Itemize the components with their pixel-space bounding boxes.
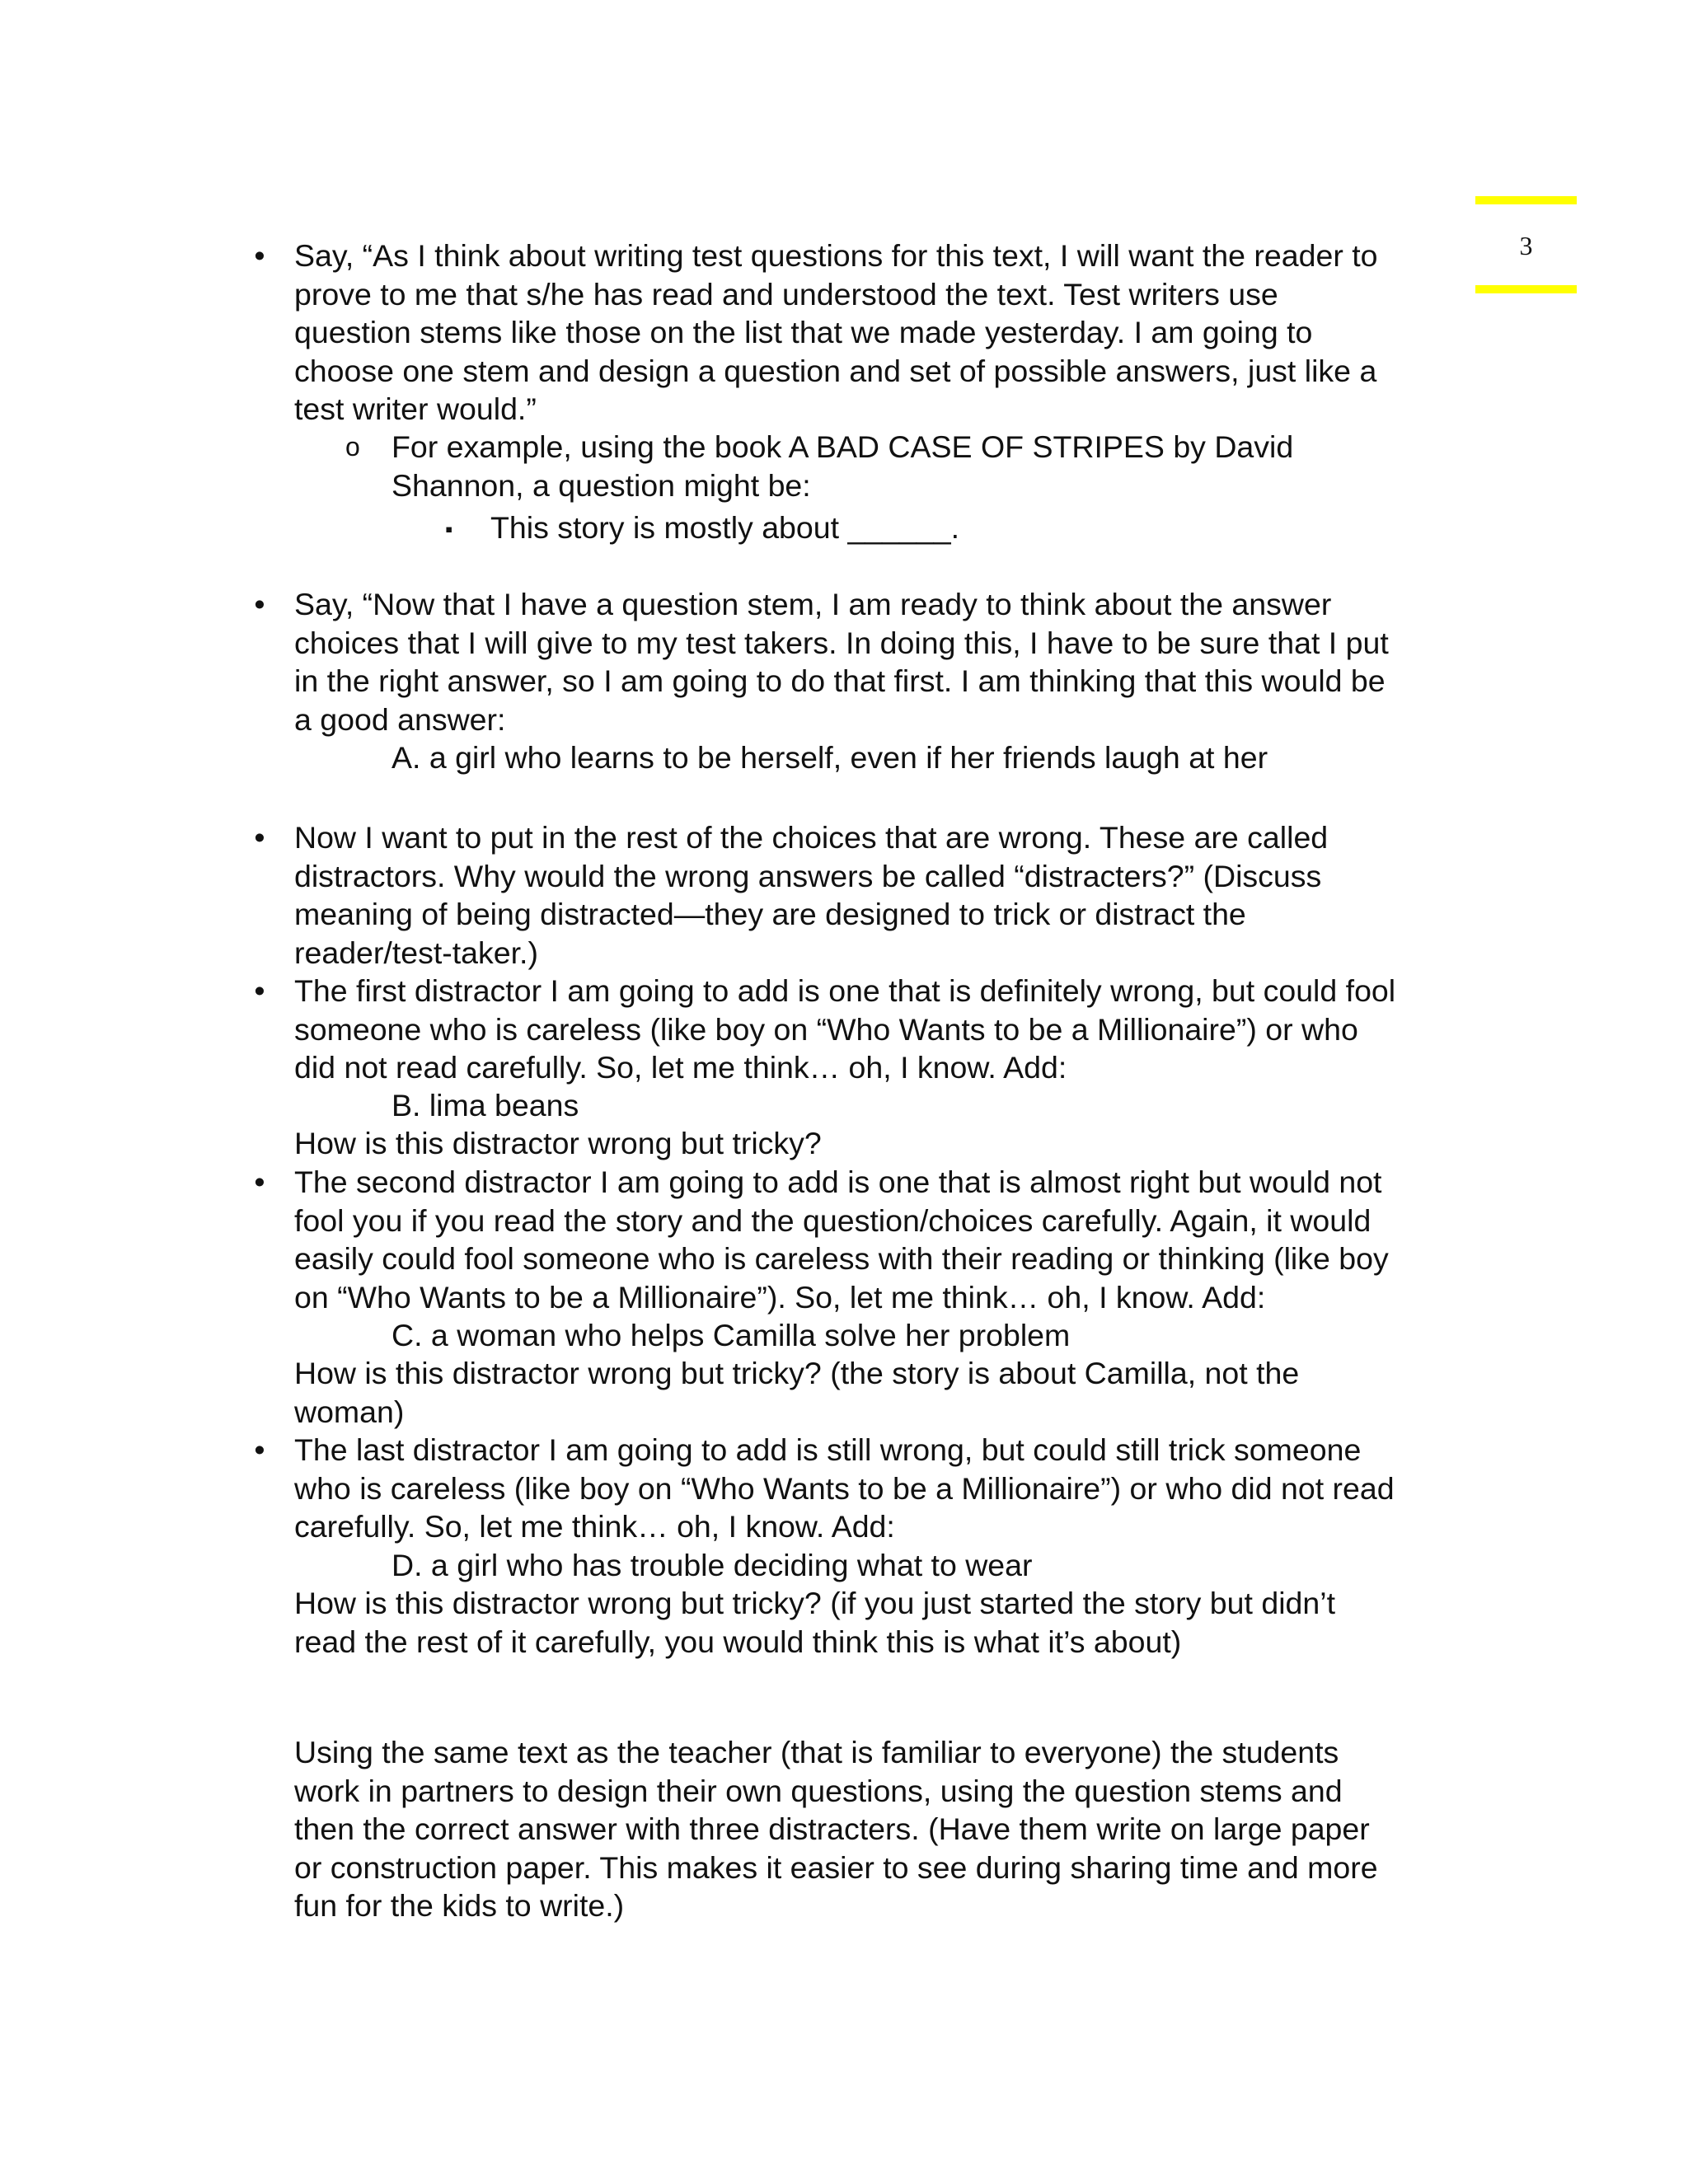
text-line: The second distractor I am going to add is one that is almost right but would not — [294, 1165, 1382, 1199]
bullet-item-4-followup — [294, 1124, 1481, 1163]
text-line: Now I want to put in the rest of the choices that are wrong. These are called — [294, 820, 1329, 855]
bullet-item-2 — [254, 585, 1481, 738]
text-line: or construction paper. This makes it easier to see during sharing time and more — [294, 1849, 1378, 1885]
text-line: choose one stem and design a question and set of possible answers, just like a — [294, 353, 1377, 388]
text-line: How is this distractor wrong but tricky? — [294, 1126, 822, 1160]
page-number-box — [1475, 196, 1577, 292]
page-number: 3 — [1519, 231, 1533, 260]
bullet-item-6-followup — [294, 1584, 1481, 1661]
answer-choice-a: A. a girl who learns to be herself, even if her friends laugh at her — [392, 740, 1268, 775]
answer-choice-d: D. a girl who has trouble deciding what to wear — [392, 1548, 1033, 1582]
bullet-item-1 — [254, 237, 1481, 429]
bullet-item-5-followup — [294, 1354, 1481, 1431]
text-line: then the correct answer with three distracters. (Have them write on large paper — [294, 1811, 1370, 1846]
bullet-marker: • — [254, 1432, 265, 1467]
text-line: a good answer: — [294, 701, 506, 737]
text-line: Say, “As I think about writing test questions for this text, I will want the reader to — [294, 238, 1378, 273]
sub-bullet-marker: o — [345, 432, 360, 462]
text-line: Using the same text as the teacher (that is familiar to everyone) the students — [294, 1735, 1339, 1769]
question-stem-text: This story is mostly about ______. — [490, 510, 960, 545]
bullet-item-5 — [254, 1163, 1481, 1316]
text-line: meaning of being distracted—they are designed to trick or distract the — [294, 897, 1246, 931]
text-line: For example, using the book A BAD CASE OF STRIPES by David — [392, 429, 1294, 464]
bullet-marker: • — [254, 1165, 265, 1199]
text-line: easily could fool someone who is careless with their reading or thinking (like boy — [294, 1241, 1389, 1276]
text-line: on “Who Wants to be a Millionaire”). So, let me think… oh, I know. Add: — [294, 1279, 1266, 1315]
text-line: Say, “Now that I have a question stem, I am ready to think about the answer — [294, 587, 1332, 621]
text-line: someone who is careless (like boy on “Who Wants to be a Millionaire”) or who — [294, 1011, 1358, 1047]
text-line: How is this distractor wrong but tricky? (the story is about Camilla, not the — [294, 1356, 1300, 1390]
closing-paragraph — [294, 1733, 1481, 1925]
bullet-marker: • — [254, 820, 265, 855]
highlight-bar-top — [1475, 196, 1577, 204]
text-line: question stems like those on the list that we made yesterday. I am going to — [294, 315, 1313, 349]
bullet-item-3 — [254, 818, 1481, 972]
text-line: How is this distractor wrong but tricky? (if you just started the story but didn’t — [294, 1586, 1336, 1620]
text-line: in the right answer, so I am going to do that first. I am thinking that this would be — [294, 663, 1386, 698]
text-line: did not read carefully. So, let me think… oh, I know. Add: — [294, 1050, 1067, 1085]
bullet-item-6 — [254, 1431, 1481, 1546]
highlight-bar-bottom — [1475, 285, 1577, 293]
text-line: read the rest of it carefully, you would think this is what it’s about) — [294, 1624, 1182, 1659]
text-line: reader/test-taker.) — [294, 935, 538, 970]
sub-sub-item-question — [445, 509, 960, 547]
sub-item-example — [345, 428, 1463, 504]
bullet-marker: • — [254, 238, 265, 273]
bullet-marker: • — [254, 973, 265, 1008]
text-line: Shannon, a question might be: — [392, 467, 811, 503]
text-line: who is careless (like boy on “Who Wants to be a Millionaire”) or who did not read — [294, 1470, 1395, 1506]
text-line: woman) — [294, 1394, 405, 1429]
answer-choice-b: B. lima beans — [392, 1088, 579, 1122]
square-bullet-marker: ▪ — [445, 517, 453, 541]
text-line: carefully. So, let me think… oh, I know. Add: — [294, 1509, 895, 1544]
answer-choice-c: C. a woman who helps Camilla solve her problem — [392, 1318, 1071, 1352]
text-line: The first distractor I am going to add is one that is definitely wrong, but could fool — [294, 973, 1396, 1008]
text-line: fun for the kids to write.) — [294, 1888, 625, 1923]
text-line: choices that I will give to my test takers. In doing this, I have to be sure that I put — [294, 625, 1389, 660]
text-line: The last distractor I am going to add is still wrong, but could still trick someone — [294, 1432, 1362, 1467]
text-line: work in partners to design their own questions, using the question stems and — [294, 1773, 1343, 1808]
bullet-item-4 — [254, 972, 1481, 1087]
text-line: fool you if you read the story and the question/choices carefully. Again, it would — [294, 1202, 1372, 1238]
text-line: distractors. Why would the wrong answers be called “distracters?” (Discuss — [294, 858, 1322, 893]
bullet-marker: • — [254, 587, 265, 621]
text-line: test writer would.” — [294, 391, 537, 426]
text-line: prove to me that s/he has read and understood the text. Test writers use — [294, 276, 1278, 312]
